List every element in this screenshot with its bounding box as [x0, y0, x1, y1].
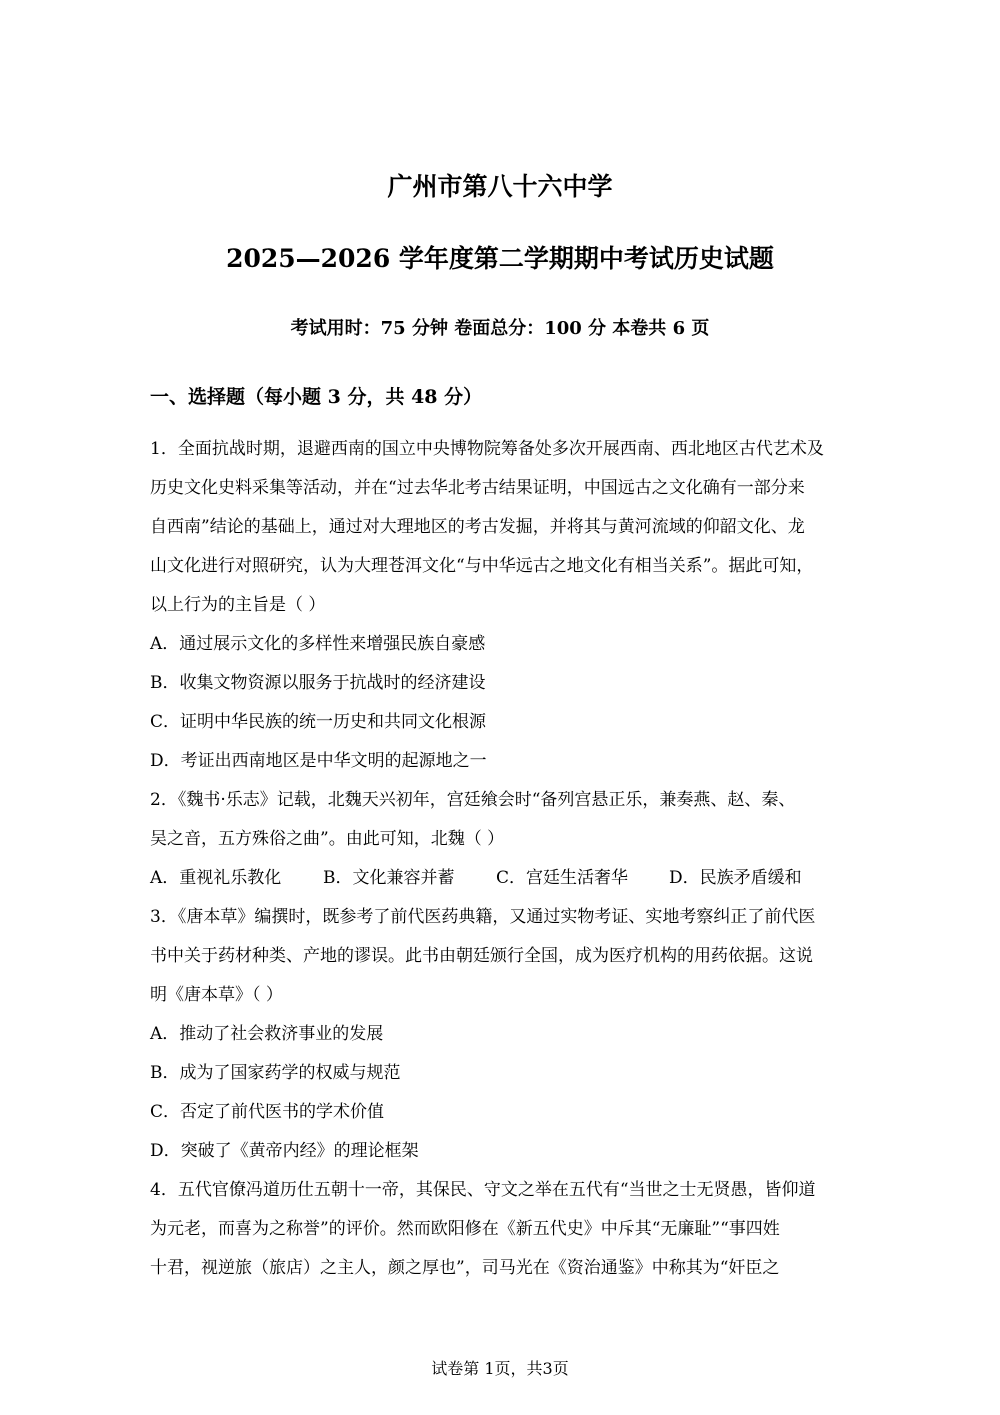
question-4-stem-line: 为元老，而喜为之称誉”的评价。然而欧阳修在《新五代史》中斥其“无廉耻”“事四姓 — [150, 1219, 780, 1239]
question-1-stem-line: 自西南”结论的基础上，通过对大理地区的考古发掘，并将其与黄河流域的仰韶文化、龙 — [150, 517, 805, 537]
question-2-option-c: C．宫廷生活奢华 — [496, 868, 629, 888]
question-list — [150, 430, 855, 1288]
exam-title: 2025—2026 学年度第二学期期中考试历史试题 — [226, 244, 774, 273]
question-1-option-b: B．收集文物资源以服务于抗战时的经济建设 — [150, 673, 486, 693]
question-3-option-d: D．突破了《黄帝内经》的理论框架 — [150, 1141, 419, 1161]
question-3-option-c: C．否定了前代医书的学术价值 — [150, 1102, 385, 1122]
question-1-option-a: A．通过展示文化的多样性来增强民族自豪感 — [150, 634, 486, 654]
question-1-stem-line: 山文化进行对照研究，认为大理苍洱文化“与中华远古之地文化有相当关系”。据此可知， — [150, 556, 814, 576]
exam-info: 考试用时：75 分钟 卷面总分：100 分 本卷共 6 页 — [290, 318, 710, 339]
question-4-stem-line: 4．五代官僚冯道历仕五朝十一帝，其保民、守文之举在五代有“当世之士无贤愚，皆仰道 — [150, 1180, 816, 1200]
question-2-stem-line: 吴之音，五方殊俗之曲”。由此可知，北魏（ ） — [150, 829, 505, 849]
question-4-stem-line: 十君，视逆旅（旅店）之主人，颜之厚也”，司马光在《资治通鉴》中称其为“奸臣之 — [150, 1258, 780, 1278]
question-1-stem-line: 以上行为的主旨是（ ） — [150, 595, 326, 615]
question-3-stem-line: 书中关于药材种类、产地的谬误。此书由朝廷颁行全国，成为医疗机构的用药依据。这说 — [150, 946, 813, 966]
question-3-stem-line: 3．《唐本草》编撰时，既参考了前代医药典籍，又通过实物考证、实地考察纠正了前代医 — [150, 907, 816, 927]
section-heading: 一、选择题（每小题 3 分，共 48 分） — [150, 386, 483, 408]
question-3-option-a: A．推动了社会救济事业的发展 — [150, 1024, 384, 1044]
question-1-option-d: D．考证出西南地区是中华文明的起源地之一 — [150, 751, 487, 771]
question-3-stem-line: 明《唐本草》（ ） — [150, 985, 283, 1005]
question-2-option-d: D．民族矛盾缓和 — [669, 868, 802, 888]
question-2-options — [150, 859, 855, 898]
question-2-stem-line: 2．《魏书·乐志》记载，北魏天兴初年，宫廷飨会时“备列宫悬正乐，兼奏燕、赵、秦、 — [150, 790, 796, 810]
question-2-option-b: B．文化兼容并蓄 — [323, 868, 455, 888]
question-1-stem-line: 1．全面抗战时期，退避西南的国立中央博物院筹备处多次开展西南、西北地区古代艺术及 — [150, 439, 824, 459]
question-2-option-a: A．重视礼乐教化 — [150, 868, 282, 888]
question-1-option-c: C．证明中华民族的统一历史和共同文化根源 — [150, 712, 487, 732]
question-3-option-b: B．成为了国家药学的权威与规范 — [150, 1063, 401, 1083]
page-footer: 试卷第 1页，共3页 — [431, 1359, 569, 1378]
question-1-stem-line: 历史文化史料采集等活动，并在“过去华北考古结果证明，中国远古之文化确有一部分来 — [150, 478, 805, 498]
school-title: 广州市第八十六中学 — [387, 172, 613, 201]
